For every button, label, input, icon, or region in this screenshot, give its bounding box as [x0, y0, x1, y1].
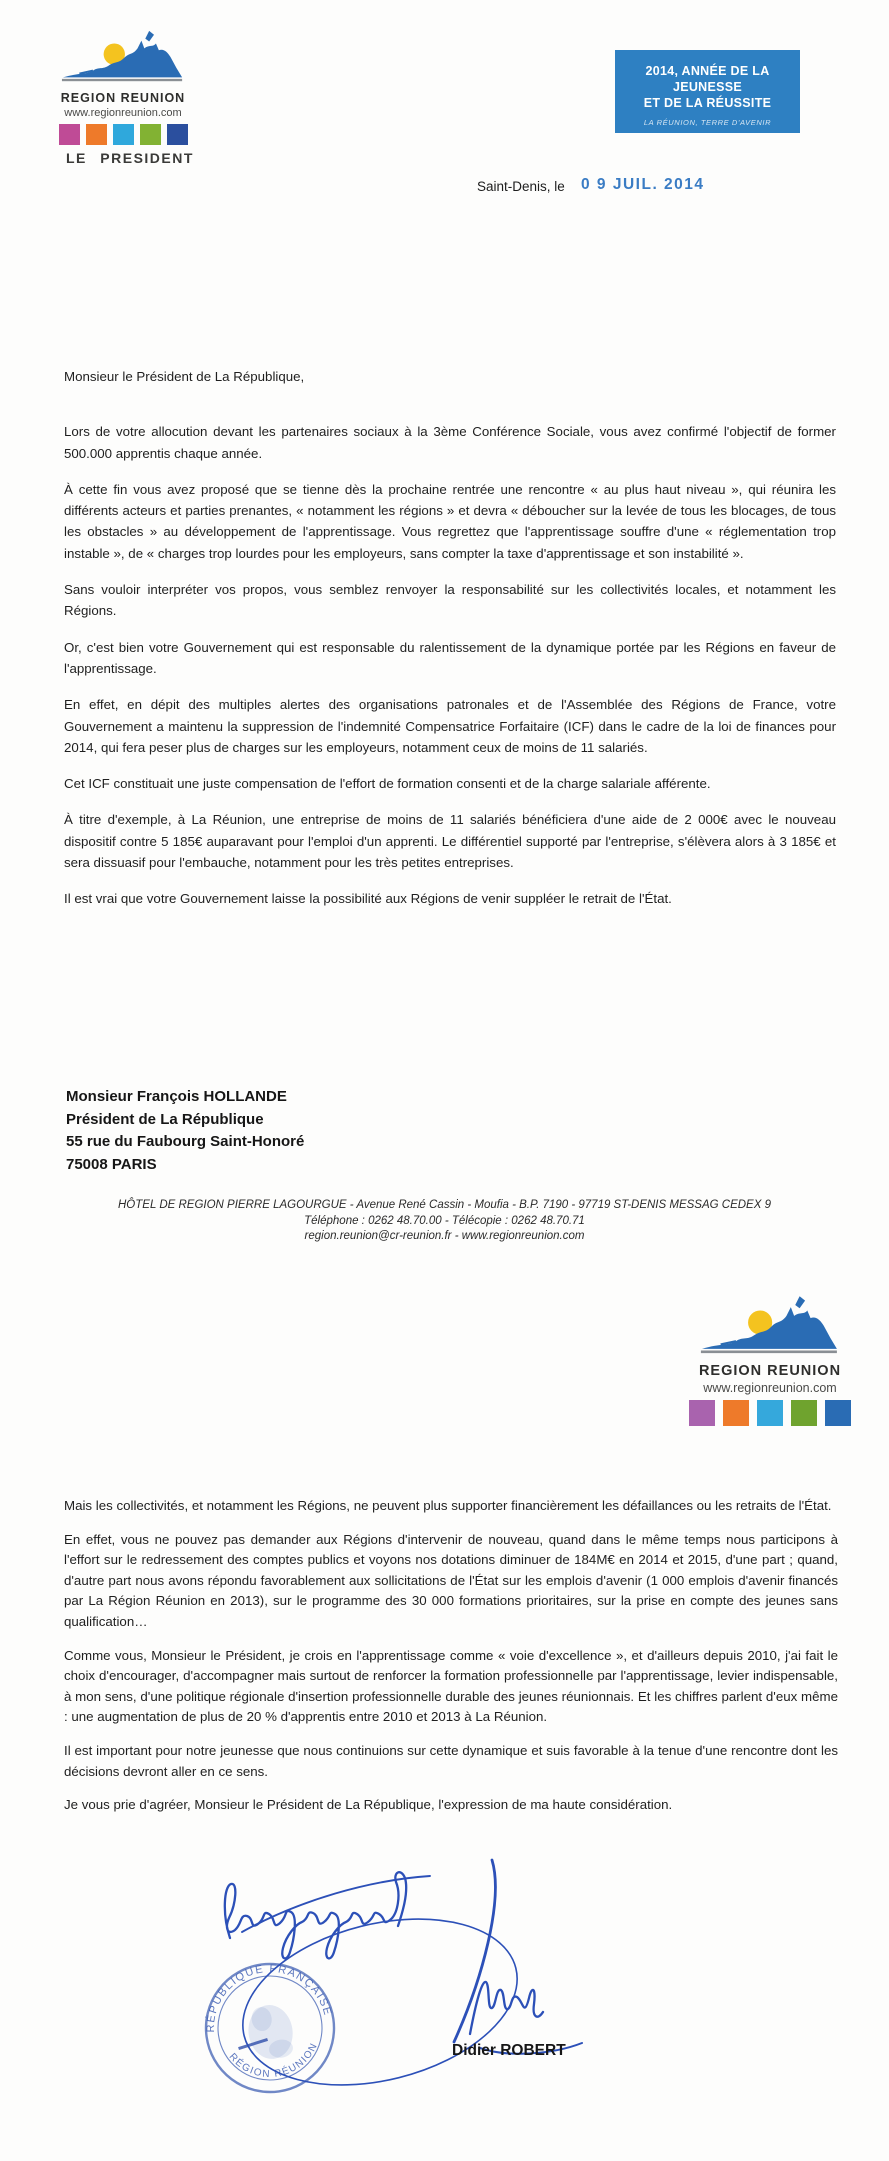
date-stamp: 0 9 JUIL. 2014 [581, 176, 705, 193]
color-square [723, 1400, 749, 1426]
campaign-line1: 2014, ANNÉE DE LA JEUNESSE [645, 64, 770, 94]
letter-body-page1 [64, 366, 836, 925]
recipient-street: 55 rue du Faubourg Saint-Honoré [66, 1133, 305, 1150]
paragraph: En effet, vous ne pouvez pas demander aux Régions d'intervenir de nouveau, quand dans le même temps nous participons à l'effort sur le redressement des comptes publics et voyons nos dotations diminuer de 184M€ en 2014 et 2015, d'une part ; quand, d'autre part nous avons répondu favorablement aux sollicitations de l'État sur les emplois d'avenir (1 000 emplois d'avenir financés par La Région Réunion en 2013), sur le programme des 30 000 formations prioritaires, sur la prise en compte des jeunes sans qualification… [64, 1531, 838, 1629]
brand-wordmark: REGION REUNION [698, 1363, 842, 1379]
campaign-stamp-2014 [615, 50, 800, 133]
brand-website: www.regionreunion.com [64, 107, 182, 119]
closing-formula: Je vous prie d'agréer, Monsieur le Président de La République, l'expression de ma haute considération. [64, 1797, 673, 1813]
color-square [791, 1400, 817, 1426]
brand-color-squares [689, 1400, 851, 1426]
handwritten-signature [130, 1852, 610, 2112]
signer-name: Didier ROBERT [452, 2042, 566, 2059]
footer-address: HÔTEL DE REGION PIERRE LAGOURGUE - Avenue René Cassin - Moufia - B.P. 7190 - 97719 ST-DENIS MESSAG CEDEX 9 [118, 1199, 771, 1211]
paragraph: Sans vouloir interpréter vos propos, vous semblez renvoyer la responsabilité sur les collectivités locales, et notamment les Régions. [64, 582, 836, 619]
seal-top-text: RÉPUBLIQUE FRANÇAISE [204, 1962, 334, 2033]
letterhead-footer [0, 1198, 889, 1245]
recipient-city: 75008 PARIS [66, 1155, 157, 1173]
paragraph: En effet, en dépit des multiples alertes des organisations patronales et de l'Assemblée des Régions de France, votre Gouvernement a maintenu la suppression de l'indemnité Compensatrice Forfaitaire (ICF) dans le cadre de la loi de finances pour 2014, qui fera peser plus de charges sur les employeurs, notamment ceux de moins de 11 salariés. [64, 697, 836, 755]
seal-bottom-text: RÉGION RÉUNION [226, 2040, 321, 2081]
color-square [113, 124, 134, 145]
mountain-sun-icon [60, 28, 186, 90]
footer-email-web: region.reunion@cr-reunion.fr - www.regionreunion.com [304, 1230, 585, 1242]
recipient-address [66, 1086, 304, 1176]
dateline-place: Saint-Denis, le [477, 179, 565, 194]
paragraph: À cette fin vous avez proposé que se tienne dès la prochaine rentrée une rencontre « au plus haut niveau », qui réunira les différents acteurs et parties prenantes, « notamment les régions » et devra « déboucher sur la levée de tous les blocages, de tous les obstacles » au développement de l'apprentissage. Vous regrettez que l'apprentissage souffre d'une « réglementation trop instable », de « charges trop lourdes pour les employeurs, sans compter la taxe d'apprentissage et son instabilité ». [64, 481, 836, 561]
color-square [167, 124, 188, 145]
paragraph: Mais les collectivités, et notamment les Régions, ne peuvent plus supporter financièrement les défaillances ou les retraits de l'État. [64, 1498, 832, 1513]
paragraph: Il est vrai que votre Gouvernement laisse la possibilité aux Régions de venir suppléer le retrait de l'État. [64, 891, 672, 907]
brand-website: www.regionreunion.com [703, 1381, 837, 1395]
footer-phone: Téléphone : 0262 48.70.00 - Télécopie : 0262 48.70.71 [304, 1214, 585, 1227]
region-reunion-logo-page1 [56, 28, 190, 145]
salutation: Monsieur le Président de La République, [64, 369, 305, 384]
brand-color-squares [59, 124, 188, 145]
signature-ink-strokes [225, 1860, 582, 2112]
paragraph: Il est important pour notre jeunesse que nous continuions sur cette dynamique et suis favorable à la tenue d'une rencontre dont les décisions devront aller en ce sens. [64, 1742, 838, 1779]
campaign-line2: ET DE LA RÉUSSITE [643, 96, 772, 110]
color-square [59, 124, 80, 145]
mountain-sun-icon [694, 1294, 846, 1362]
campaign-line3: LA RÉUNION, TERRE D'AVENIR [643, 118, 772, 127]
color-square [86, 124, 107, 145]
color-square [689, 1400, 715, 1426]
color-square [140, 124, 161, 145]
color-square [825, 1400, 851, 1426]
letter-body-page2 [64, 1496, 838, 1829]
paragraph: Comme vous, Monsieur le Président, je crois en l'apprentissage comme « voie d'excellence », et d'ailleurs depuis 2010, j'ai fait le choix d'encourager, d'accompagner mais surtout de renforcer la formation professionnelle par l'apprentissage, levier indispensable, à mon sens, d'une politique régionale d'insertion professionnelle durable des jeunes réunionnais. Et les chiffres parlent d'eux même : une augmentation de plus de 20 % d'apprentis entre 2010 et 2013 à La Réunion. [64, 1647, 838, 1725]
paragraph: Or, c'est bien votre Gouvernement qui est responsable du ralentissement de la dynamique portée par les Régions en faveur de l'apprentissage. [64, 639, 836, 676]
paragraph: Lors de votre allocution devant les partenaires sociaux à la 3ème Conférence Sociale, vous avez confirmé l'objectif de former 500.000 apprentis chaque année. [64, 424, 836, 461]
sender-role-title: LE PRESIDENT [66, 150, 194, 166]
paragraph: À titre d'exemple, à La Réunion, une entreprise de moins de 11 salariés bénéficiera d'une aide de 2 000€ avec le nouveau dispositif contre 5 185€ auparavant pour l'emploi d'un apprenti. Le différentiel supporté par l'entreprise, s'élèvera alors à 3 185€ et sera dissuasif pour l'embauche, notamment pour les très petites entreprises. [64, 812, 836, 871]
recipient-name: Monsieur François HOLLANDE [66, 1088, 287, 1105]
color-square [757, 1400, 783, 1426]
brand-wordmark: REGION REUNION [60, 91, 186, 105]
recipient-title: Président de La République [66, 1110, 264, 1128]
region-reunion-logo-page2 [688, 1294, 852, 1426]
paragraph: Cet ICF constituait une juste compensation de l'effort de formation consenti et de la charge salariale afférente. [64, 776, 711, 792]
